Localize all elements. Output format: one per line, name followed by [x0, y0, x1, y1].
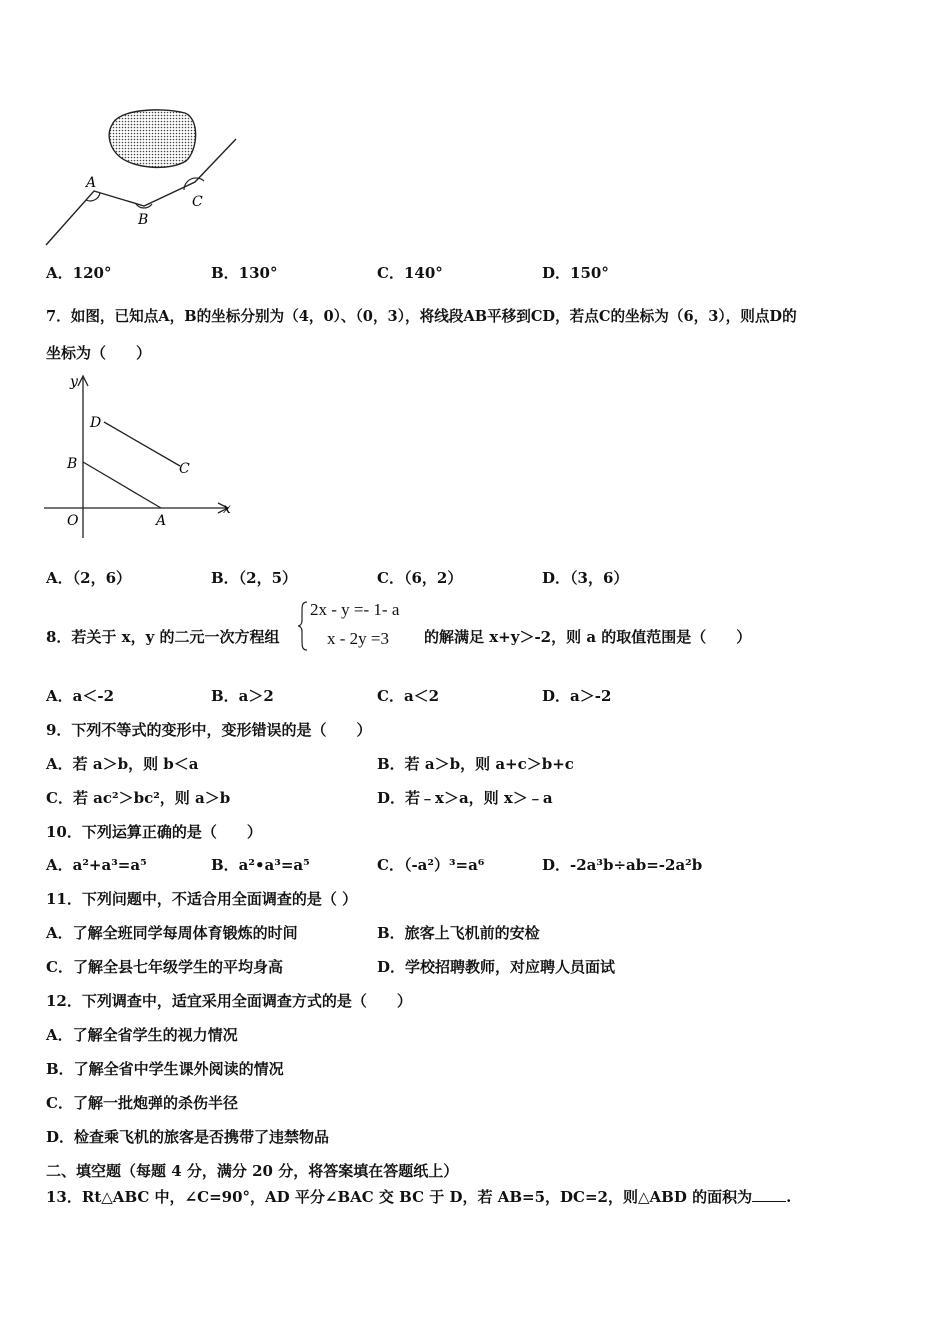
- q12-option-a: A．了解全省学生的视力情况: [46, 1026, 238, 1044]
- q11-option-c: C．了解全县七年级学生的平均身高: [46, 958, 283, 976]
- label-c: C: [192, 194, 203, 210]
- q9-option-d: D．若﹣x＞a，则 x＞﹣a: [377, 789, 553, 807]
- q8-stem-before: 8．若关于 x，y 的二元一次方程组: [46, 628, 280, 646]
- q10-stem: 10．下列运算正确的是（ ）: [46, 823, 262, 841]
- label-o: O: [67, 513, 79, 529]
- q12-option-c: C．了解一批炮弹的杀伤半径: [46, 1094, 238, 1112]
- q6-option-a: A．120°: [46, 264, 112, 282]
- q9-option-a: A．若 a＞b，则 b＜a: [46, 755, 199, 773]
- q9-option-c: C．若 ac²＞bc²，则 a＞b: [46, 789, 231, 807]
- q7-stem-line1: 7．如图，已知点A，B的坐标分别为（4，0）、（0，3），将线段AB平移到CD，若点C的坐标为（6，3），则点D的: [46, 308, 797, 325]
- q9-option-b: B．若 a＞b，则 a+c＞b+c: [377, 755, 574, 773]
- label-c: C: [179, 461, 190, 477]
- q10-option-d: D．-2a³b÷ab=-2a²b: [542, 856, 703, 874]
- q6-option-d: D．150°: [542, 264, 609, 282]
- q13-suffix: .: [786, 1188, 792, 1206]
- q7-stem-line2: 坐标为（ ）: [46, 344, 152, 362]
- segment-dc: [104, 422, 180, 466]
- shaded-region: [109, 110, 195, 168]
- q13-stem-wrap: [46, 1186, 791, 1207]
- q13-stem: 13．Rt△ABC 中，∠C=90°，AD 平分∠BAC 交 BC 于 D，若 AB=5，DC=2，则△ABD 的面积为: [46, 1188, 753, 1206]
- q8-equation-2: x - 2y =3: [327, 629, 389, 648]
- q7-option-c: C．（6，2）: [377, 569, 463, 587]
- q6-option-b: B．130°: [211, 264, 278, 282]
- q6-option-c: C．140°: [377, 264, 443, 282]
- q12-stem: 12．下列调查中，适宜采用全面调查方式的是（ ）: [46, 992, 412, 1010]
- q7-option-a: A．（2，6）: [46, 569, 132, 587]
- q7-figure: [40, 372, 240, 544]
- label-b: B: [138, 212, 149, 228]
- q10-option-b: B．a²•a³=a⁵: [211, 856, 310, 874]
- label-x: x: [223, 501, 231, 517]
- answer-blank[interactable]: [752, 1187, 786, 1202]
- q11-option-a: A．了解全班同学每周体育锻炼的时间: [46, 924, 298, 942]
- segment-ab: [83, 462, 161, 508]
- label-a: A: [86, 175, 97, 191]
- q8-option-c: C．a＜2: [377, 687, 440, 705]
- angle-arc-c: [184, 178, 204, 190]
- q10-option-c: C．（-a²）³=a⁶: [377, 856, 485, 874]
- q7-option-b: B．（2，5）: [211, 569, 298, 587]
- q8-option-a: A．a＜-2: [46, 687, 115, 705]
- label-d: D: [90, 415, 102, 431]
- q9-stem: 9．下列不等式的变形中，变形错误的是（ ）: [46, 721, 372, 739]
- q11-option-b: B．旅客上飞机前的安检: [377, 924, 540, 942]
- q11-stem: 11．下列问题中，不适合用全面调查的是（ ）: [46, 890, 358, 908]
- q6-figure: [40, 105, 250, 255]
- q12-option-b: B．了解全省中学生课外阅读的情况: [46, 1060, 284, 1078]
- label-b: B: [67, 456, 78, 472]
- q8-option-d: D．a＞-2: [542, 687, 612, 705]
- q8-equation-1: 2x - y =- 1- a: [310, 600, 400, 619]
- q8-option-b: B．a＞2: [211, 687, 274, 705]
- label-y: y: [70, 374, 78, 390]
- q12-option-d: D．检查乘飞机的旅客是否携带了违禁物品: [46, 1128, 330, 1146]
- section-2-title: 二、填空题（每题 4 分，满分 20 分，将答案填在答题纸上）: [46, 1162, 459, 1180]
- system-brace: [297, 600, 309, 652]
- label-a: A: [156, 513, 167, 529]
- q8-stem-after: 的解满足 x+y＞-2，则 a 的取值范围是（ ）: [424, 628, 752, 646]
- q7-option-d: D．（3，6）: [542, 569, 629, 587]
- q11-option-d: D．学校招聘教师，对应聘人员面试: [377, 958, 616, 976]
- q10-option-a: A．a²+a³=a⁵: [46, 856, 147, 874]
